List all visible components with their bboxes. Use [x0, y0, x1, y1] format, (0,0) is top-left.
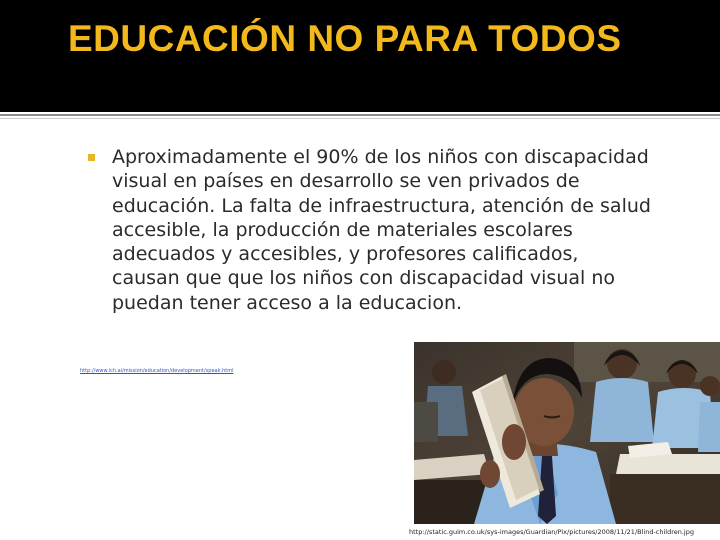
title-bar: [0, 0, 720, 112]
slide-title: EDUCACIÓN NO PARA TODOS: [68, 18, 622, 59]
image-caption: http://static.guim.co.uk/sys-images/Guardian/Pix/pictures/2008/11/21/Blind-children.jpg: [409, 528, 694, 536]
source-link[interactable]: http://www.ich.ai/mission/education/development/speak.html: [80, 368, 234, 374]
blind-children-photo: [414, 342, 720, 524]
title-divider: [0, 114, 720, 116]
title-divider-thin: [0, 118, 720, 119]
bullet-square-icon: [88, 154, 95, 161]
bullet-text: Aproximadamente el 90% de los niños con discapacidad visual en países en desarrollo se ven privados de educación. La falta de infraestructura, atención de salud accesible, la producción de materiales escolares adecuados y accesibles, y profesores calificados, causan que que los niños con discapacidad visual no puedan tener acceso a la educacion.: [112, 146, 651, 314]
